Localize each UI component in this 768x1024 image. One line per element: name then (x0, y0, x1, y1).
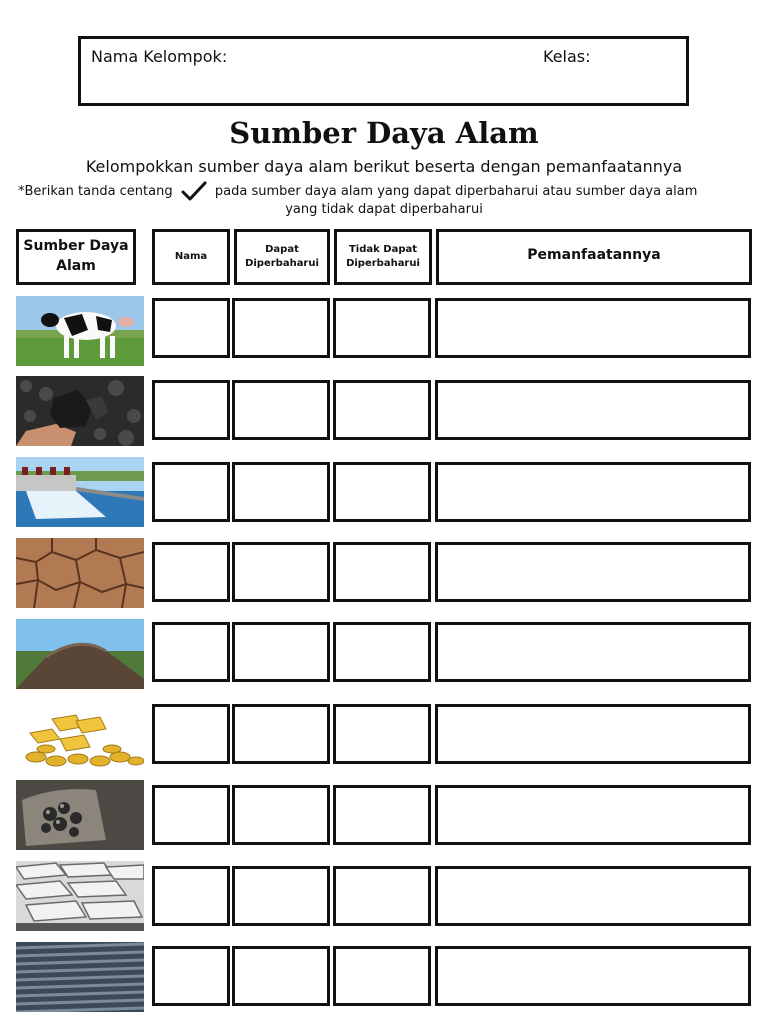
dam-water-image (16, 457, 144, 527)
row-5-dapat-diperbaharui-cell[interactable] (232, 622, 330, 682)
dry-cracked-soil-image (16, 538, 144, 608)
row-8-nama-cell[interactable] (152, 866, 230, 926)
group-info-box (78, 36, 689, 106)
gold-bars-coins-image (16, 699, 144, 769)
row-7-nama-cell[interactable] (152, 785, 230, 845)
row-5-tidak-dapat-diperbaharui-cell[interactable] (333, 622, 431, 682)
row-7-dapat-diperbaharui-cell[interactable] (232, 785, 330, 845)
header-nama: Nama (152, 229, 230, 285)
page-subtitle: Kelompokkan sumber daya alam berikut beserta dengan pemanfaatannya (85, 157, 683, 176)
row-6-dapat-diperbaharui-cell[interactable] (232, 704, 330, 764)
instruction-line-2: yang tidak dapat diperbaharui (285, 202, 483, 217)
row-2-tidak-dapat-diperbaharui-cell[interactable] (333, 380, 431, 440)
row-9-pemanfaatannya-cell[interactable] (435, 946, 751, 1006)
header-tidak-dapat-diperbaharui: Tidak Dapat Diperbaharui (334, 229, 432, 285)
row-8-tidak-dapat-diperbaharui-cell[interactable] (333, 866, 431, 926)
row-5-nama-cell[interactable] (152, 622, 230, 682)
row-9-tidak-dapat-diperbaharui-cell[interactable] (333, 946, 431, 1006)
instruction-text-after-check: pada sumber daya alam yang dapat diperbaharui atau sumber daya alam (214, 184, 698, 199)
row-1-dapat-diperbaharui-cell[interactable] (232, 298, 330, 358)
row-4-pemanfaatannya-cell[interactable] (435, 542, 751, 602)
kelas-label: Kelas: (543, 47, 591, 66)
row-8-dapat-diperbaharui-cell[interactable] (232, 866, 330, 926)
row-3-nama-cell[interactable] (152, 462, 230, 522)
row-6-nama-cell[interactable] (152, 704, 230, 764)
row-2-nama-cell[interactable] (152, 380, 230, 440)
row-8-pemanfaatannya-cell[interactable] (435, 866, 751, 926)
row-5-pemanfaatannya-cell[interactable] (435, 622, 751, 682)
row-4-nama-cell[interactable] (152, 542, 230, 602)
row-2-pemanfaatannya-cell[interactable] (435, 380, 751, 440)
row-1-nama-cell[interactable] (152, 298, 230, 358)
iron-ore-image (16, 780, 144, 850)
header-sumber-daya-alam: Sumber Daya Alam (16, 229, 136, 285)
row-3-tidak-dapat-diperbaharui-cell[interactable] (333, 462, 431, 522)
coal-image (16, 376, 144, 446)
silver-bars-image (16, 861, 144, 931)
row-2-dapat-diperbaharui-cell[interactable] (232, 380, 330, 440)
row-6-tidak-dapat-diperbaharui-cell[interactable] (333, 704, 431, 764)
row-1-pemanfaatannya-cell[interactable] (435, 298, 751, 358)
row-4-tidak-dapat-diperbaharui-cell[interactable] (333, 542, 431, 602)
row-1-tidak-dapat-diperbaharui-cell[interactable] (333, 298, 431, 358)
row-7-tidak-dapat-diperbaharui-cell[interactable] (333, 785, 431, 845)
row-9-dapat-diperbaharui-cell[interactable] (232, 946, 330, 1006)
instruction-text-before-check: *Berikan tanda centang (18, 184, 173, 199)
instruction-line-1 (18, 181, 758, 201)
steel-rebar-image (16, 942, 144, 1012)
nama-kelompok-label: Nama Kelompok: (91, 47, 228, 66)
row-3-dapat-diperbaharui-cell[interactable] (232, 462, 330, 522)
row-9-nama-cell[interactable] (152, 946, 230, 1006)
header-pemanfaatannya: Pemanfaatannya (436, 229, 752, 285)
row-7-pemanfaatannya-cell[interactable] (435, 785, 751, 845)
row-3-pemanfaatannya-cell[interactable] (435, 462, 751, 522)
row-6-pemanfaatannya-cell[interactable] (435, 704, 751, 764)
row-4-dapat-diperbaharui-cell[interactable] (232, 542, 330, 602)
cow-image (16, 296, 144, 366)
header-dapat-diperbaharui: Dapat Diperbaharui (234, 229, 330, 285)
page-title: Sumber Daya Alam (229, 116, 539, 150)
soil-mound-image (16, 619, 144, 689)
checkmark-icon (181, 181, 207, 201)
